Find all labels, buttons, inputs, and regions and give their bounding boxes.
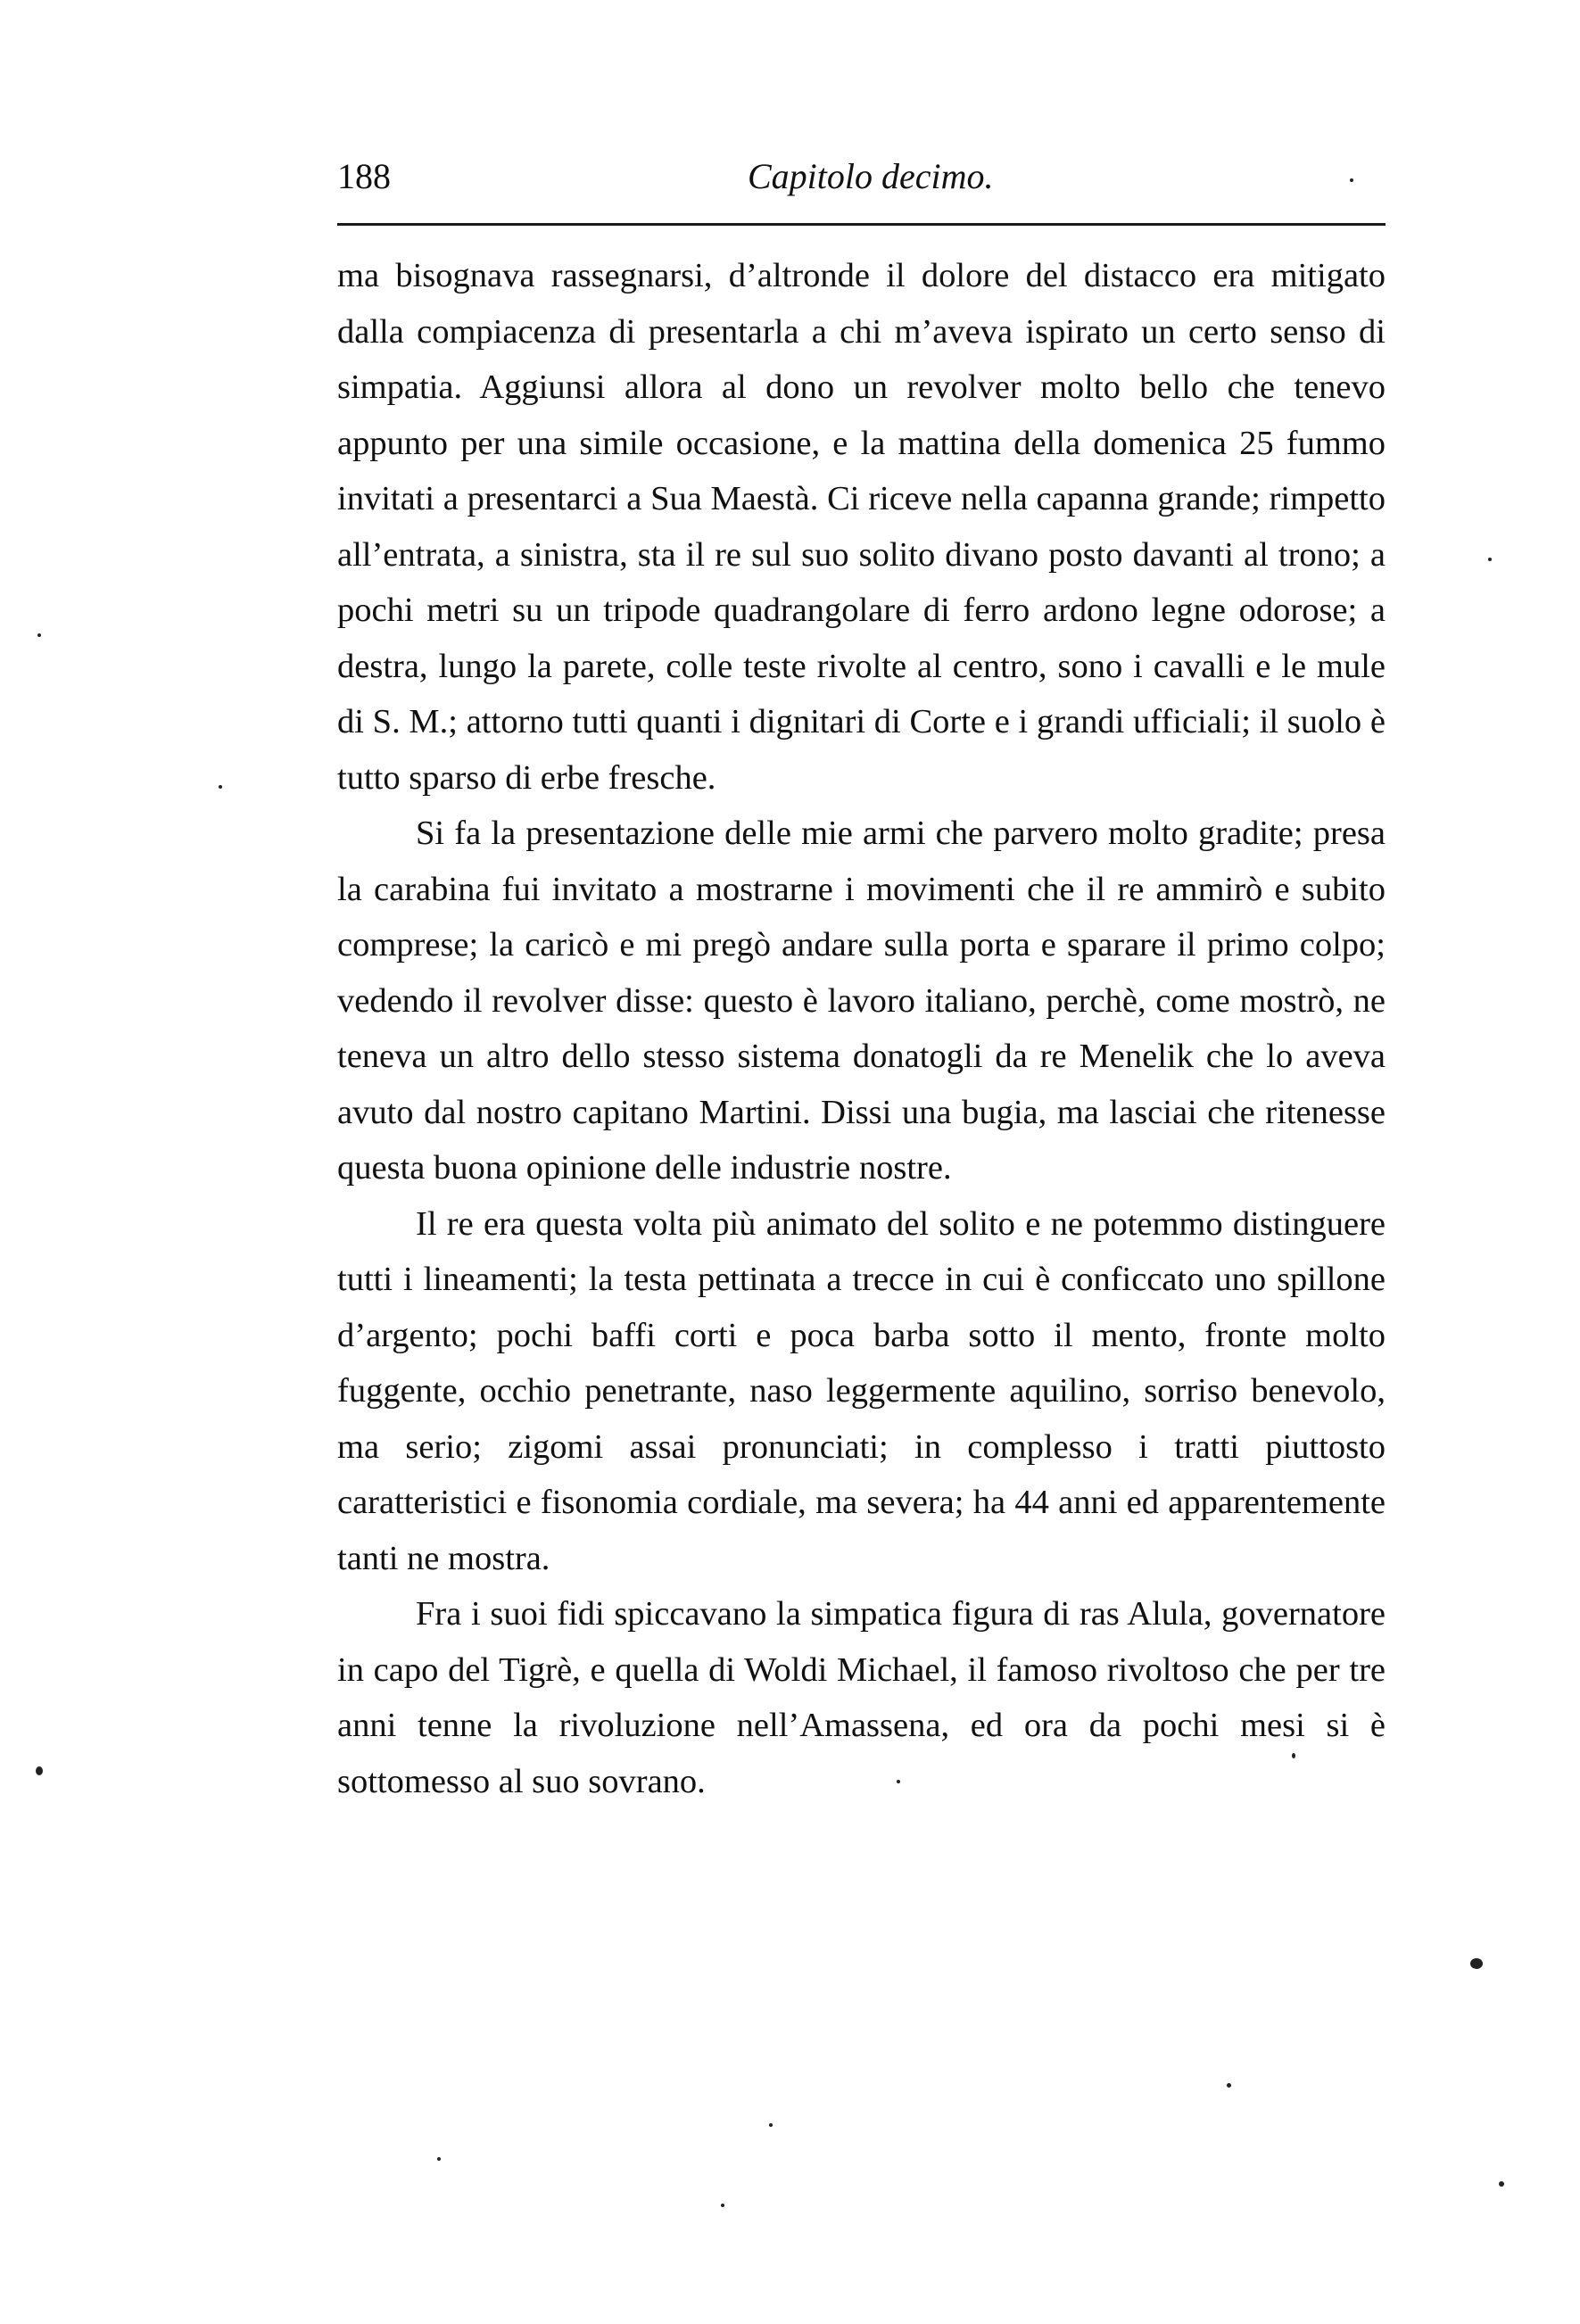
scan-speck [897, 1780, 900, 1783]
scan-speck [1227, 2083, 1231, 2088]
page-header [337, 150, 1386, 203]
header-rule [337, 223, 1386, 226]
running-title: Capitolo decimo. [748, 156, 994, 196]
scan-speck [36, 1766, 43, 1775]
scan-speck [769, 2123, 773, 2127]
scan-speck [1470, 1958, 1483, 1969]
scan-speck [1499, 2181, 1504, 2187]
scan-speck [721, 2204, 724, 2207]
page-number: 188 [337, 156, 391, 196]
paragraph: Si fa la presentazione delle mie armi che parvero molto gradite; presa la carabina fui invitato a mostrarne i movimenti che il re ammirò e subito comprese; la caricò e mi pregò andare sulla porta e sparare il primo colpo; vedendo il revolver disse: questo è lavoro italiano, perchè, come mostrò, ne teneva un altro dello stesso sistema donatogli da re Menelik che lo aveva avuto dal nostro capitano Martini. Dissi una bugia, ma lasciai che ritenesse questa buona opinione delle industrie nostre. [337, 815, 1386, 1187]
scan-speck [437, 2157, 441, 2161]
body-text [337, 248, 1386, 1809]
paragraph: Fra i suoi fidi spiccavano la simpatica figura di ras Alula, governatore in capo del Tigrè, e quella di Woldi Michael, il famoso rivoltoso che per tre anni tenne la rivoluzione nell’Amassena, ed ora da pochi mesi si è sottomesso al suo sovrano. [337, 1595, 1386, 1800]
paragraph: Il re era questa volta più animato del solito e ne potemmo distinguere tutti i lineamenti; la testa pettinata a trecce in cui è conficcato uno spillone d’argento; pochi baffi corti e poca barba sotto il mento, fronte molto fuggente, occhio penetrante, naso leggermente aquilino, sorriso benevolo, ma serio; zigomi assai pronunciati; in complesso i tratti piuttosto caratteristici e fisonomia cordiale, ma severa; ha 44 anni ed apparentemente tanti ne mostra. [337, 1204, 1386, 1577]
scan-speck [1488, 558, 1492, 561]
scan-speck [219, 785, 222, 789]
paragraph: ma bisognava rassegnarsi, d’altronde il dolore del distacco era mitigato dalla compiacenza di presentarla a chi m’aveva ispirato un certo senso di simpatia. Aggiunsi allora al dono un revolver molto bello che tenevo appunto per una simile occasione, e la mattina della domenica 25 fummo invitati a presentarci a Sua Maestà. Ci riceve nella capanna grande; rimpetto all’entrata, a sinistra, sta il re sul suo solito divano posto davanti al trono; a pochi metri su un tripode quadrangolare di ferro ardono legne odorose; a destra, lungo la parete, colle teste rivolte al centro, sono i cavalli e le mule di S. M.; attorno tutti quanti i dignitari di Corte e i grandi ufficiali; il suolo è tutto sparso di erbe fresche. [337, 257, 1386, 797]
scan-speck [1292, 1753, 1295, 1758]
scan-speck [37, 633, 41, 637]
scan-speck [1350, 178, 1353, 182]
